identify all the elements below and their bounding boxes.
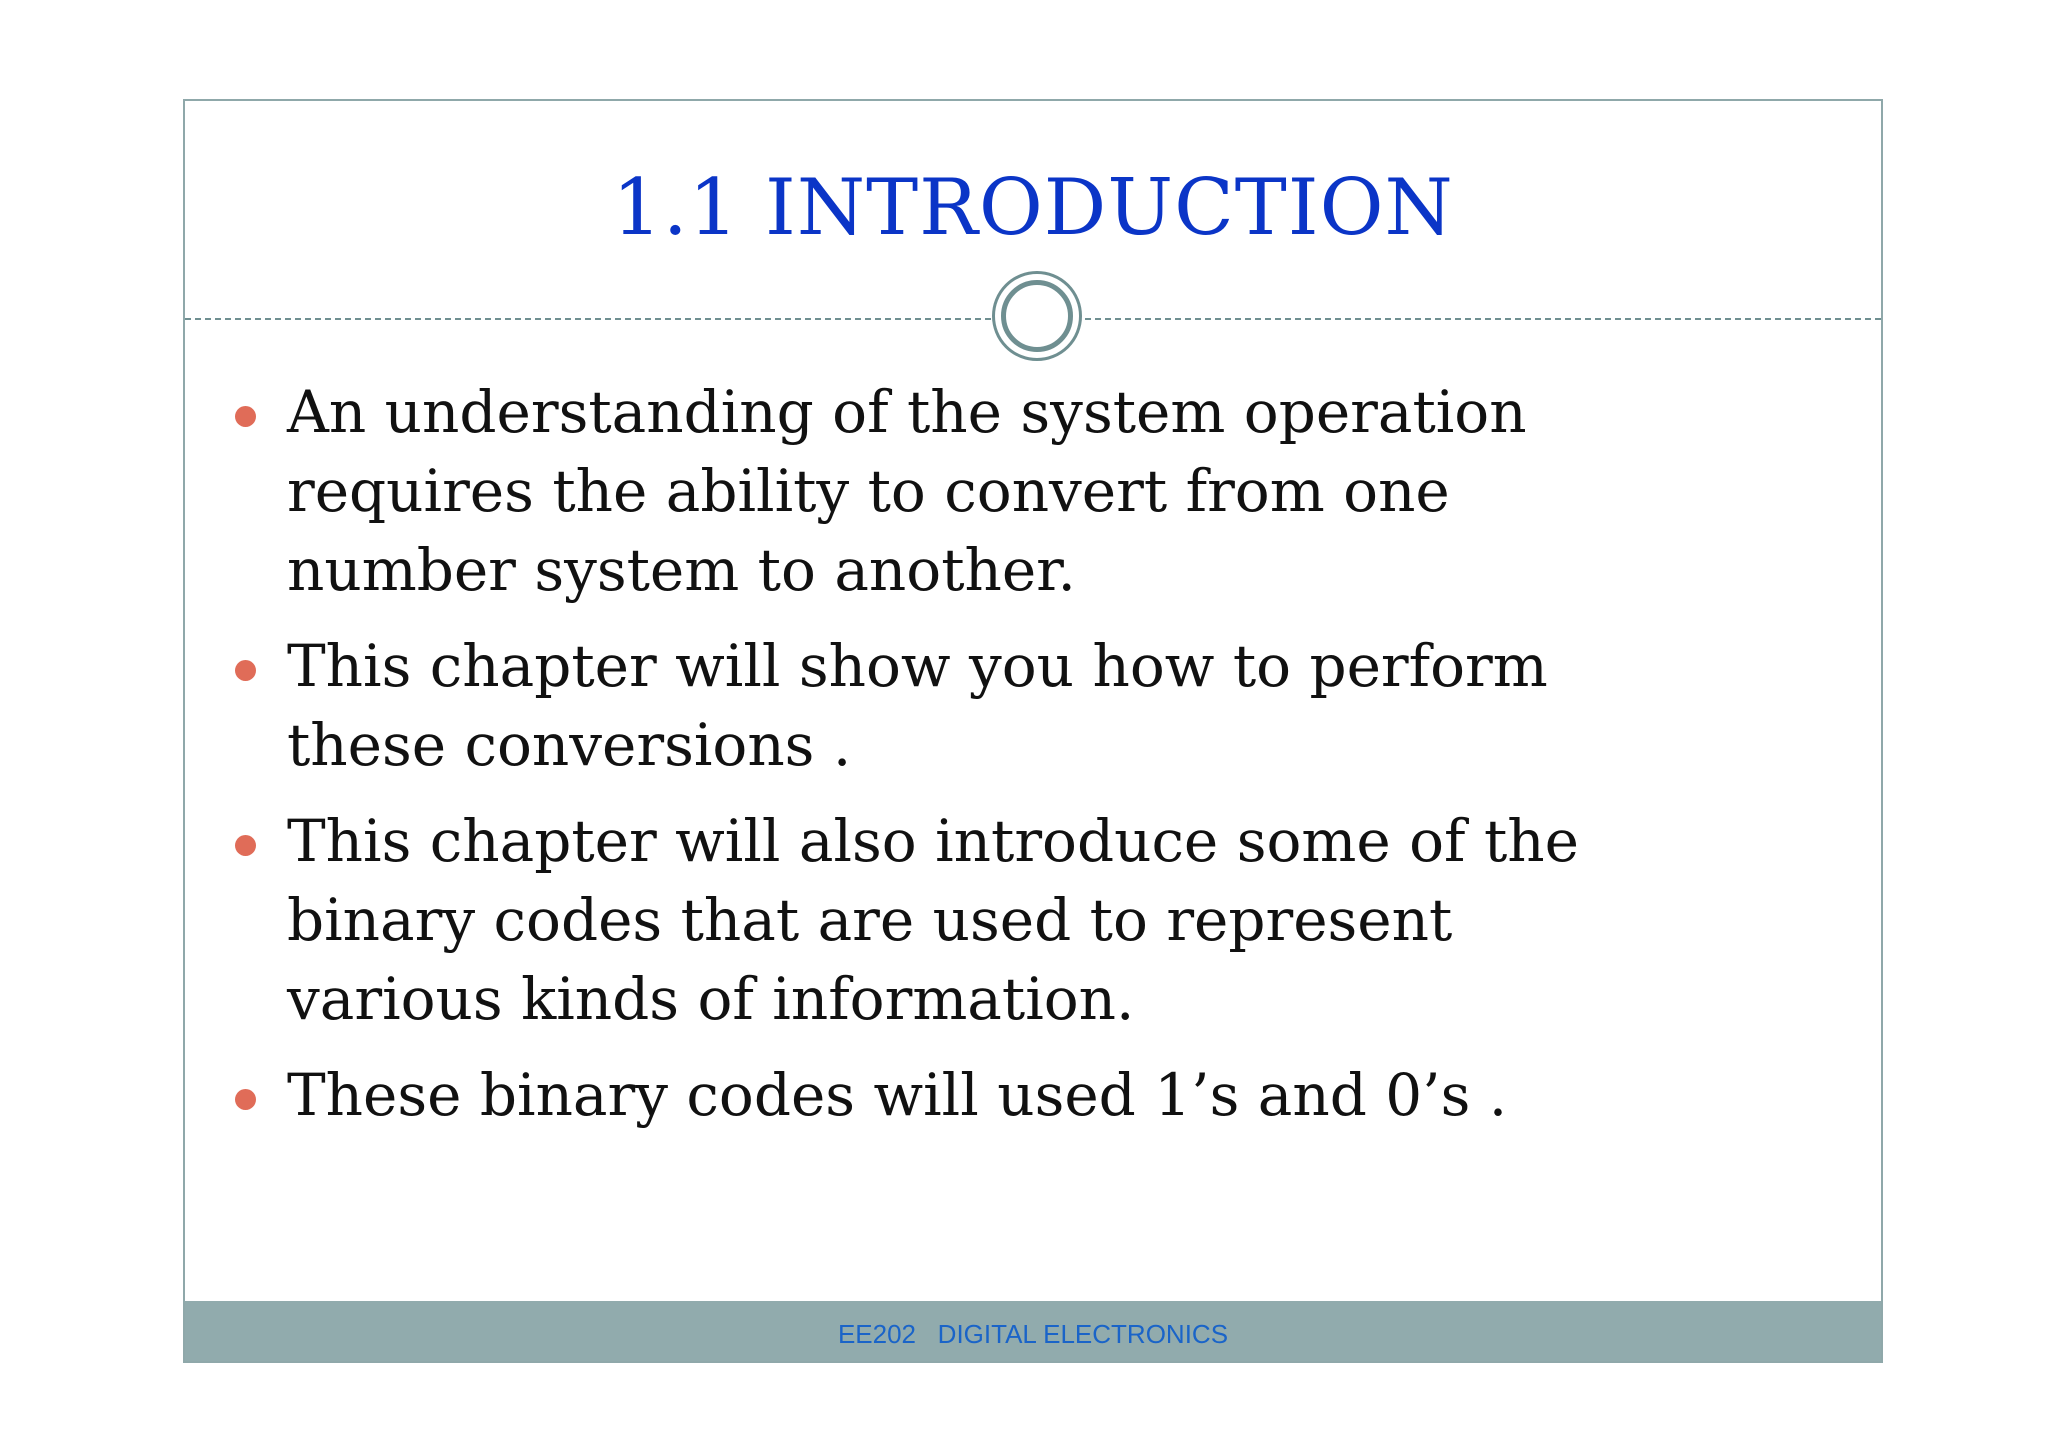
bullet-text: These binary codes will used 1’s and 0’s . <box>287 1061 1508 1129</box>
list-item <box>235 627 1607 785</box>
bullet-list <box>235 373 1835 1152</box>
slide <box>183 99 1883 1363</box>
bullet-text: This chapter will also introduce some of the binary codes that are used to represent various kinds of information. <box>287 807 1579 1033</box>
bullet-dot-icon <box>235 660 256 681</box>
list-item <box>235 802 1607 1039</box>
footer-band <box>185 1301 1881 1361</box>
list-item <box>235 1056 1607 1135</box>
slide-title: 1.1 INTRODUCTION <box>612 163 1454 253</box>
list-item <box>235 373 1607 610</box>
bullet-dot-icon <box>235 406 256 427</box>
bullet-text: This chapter will show you how to perform these conversions . <box>287 632 1548 779</box>
bullet-dot-icon <box>235 1089 256 1110</box>
bullet-dot-icon <box>235 835 256 856</box>
footer-text: EE202 DIGITAL ELECTRONICS <box>837 1319 1229 1349</box>
bullet-text: An understanding of the system operation requires the ability to convert from one number system to another. <box>287 378 1527 604</box>
ring-ornament-icon <box>992 271 1082 361</box>
